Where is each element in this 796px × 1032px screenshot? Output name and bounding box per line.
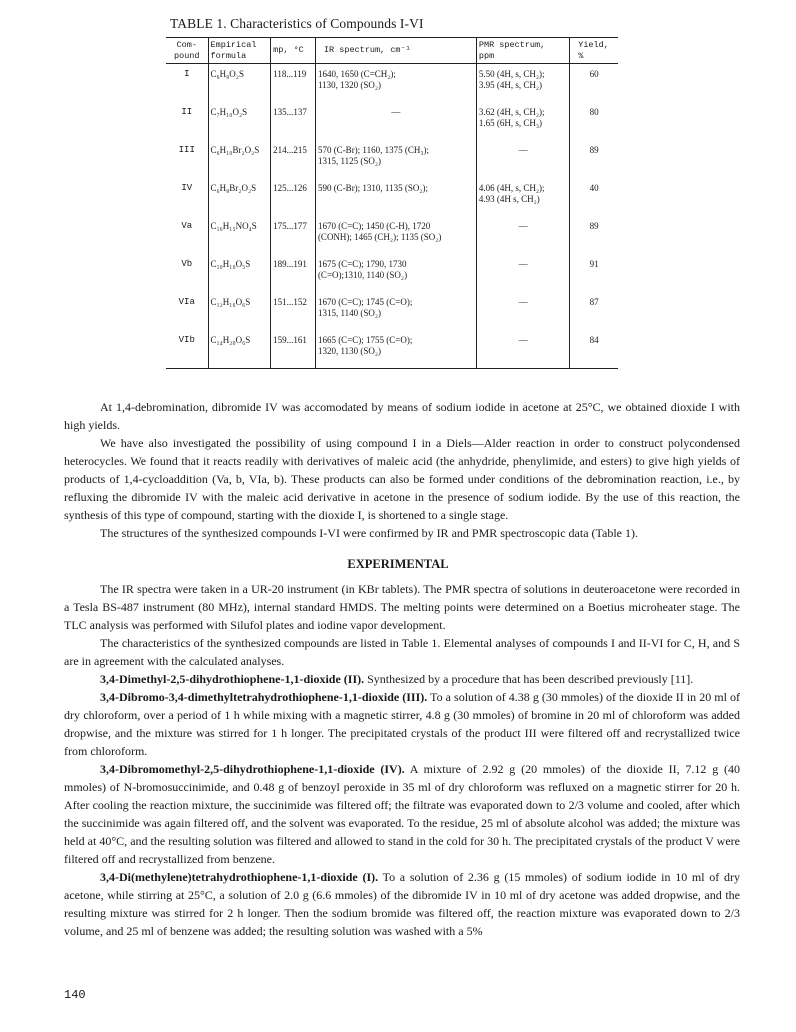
cell-mp: 214...215	[271, 140, 316, 178]
synthesis-III	[64, 688, 740, 760]
characteristics-table	[166, 37, 618, 369]
cell-compound: VIa	[166, 292, 208, 330]
synthesis-II-text: Synthesized by a procedure that has been described previously [11].	[364, 672, 694, 686]
cell-formula: C₁₄H₂₀O₆S	[208, 330, 271, 369]
cell-compound: II	[166, 102, 208, 140]
cell-compound: VIb	[166, 330, 208, 369]
table-row	[166, 330, 618, 369]
header-compound: Com- pound	[166, 38, 208, 64]
header-ir: IR spectrum, cm⁻¹	[315, 38, 476, 64]
cell-pmr: 5.50 (4H, s, CH₂); 3.95 (4H, s, CH₂)	[476, 64, 569, 103]
cell-yield: 40	[589, 183, 599, 193]
cell-ir: 1670 (C=C); 1745 (C=O); 1315, 1140 (SO₂)	[315, 292, 476, 330]
synthesis-I-title: 3,4-Di(methylene)tetrahydrothiophene-1,1-dioxide (I).	[100, 870, 379, 884]
table-row	[166, 254, 618, 292]
cell-yield: 91	[589, 259, 599, 269]
synthesis-IV-text: A mixture of 2.92 g (20 mmoles) of the dioxide II, 7.12 g (40 mmoles) of N-bromosuccinimide, and 0.48 g of benzoyl peroxide in 35 ml of dry chloroform was refluxed on a magnetic stirrer for 20 h. After cooling the reaction mixture, the succinimide was filtered off; the filtrate was evaporated down to 2/3 volume and cooled, after which the succinimide was again filtered off, and the solvent was evaporated. To the residue, 25 ml of absolute alcohol was added; the mixture was held at 40°C, and the resulting solution was filtered and allowed to stand in the cold for 30 h. The precipitated crystals of the product V were filtered off and recrystallized from benzene.	[64, 762, 740, 866]
cell-mp: 118...119	[271, 64, 316, 103]
cell-mp: 175...177	[271, 216, 316, 254]
cell-formula: C₁₀H₁₀O₅S	[208, 254, 271, 292]
cell-formula: C₁₂H₁₆O₆S	[208, 292, 271, 330]
cell-mp: 151...152	[271, 292, 316, 330]
header-pmr: PMR spectrum, ppm	[476, 38, 569, 64]
table-row	[166, 64, 618, 103]
table-body	[166, 64, 618, 369]
experimental-heading: EXPERIMENTAL	[347, 557, 449, 571]
cell-mp: 189...191	[271, 254, 316, 292]
cell-yield: 89	[589, 145, 599, 155]
cell-pmr: —	[476, 254, 569, 292]
cell-ir: 590 (C-Br); 1310, 1135 (SO₂);	[315, 178, 476, 216]
synthesis-III-title: 3,4-Dibromo-3,4-dimethyltetrahydrothiophene-1,1-dioxide (III).	[100, 690, 428, 704]
table-row	[166, 102, 618, 140]
cell-ir: —	[315, 102, 476, 140]
table-caption: TABLE 1. Characteristics of Compounds I-VI	[170, 16, 424, 31]
cell-formula: C₆H₈O₂S	[208, 64, 271, 103]
cell-pmr: —	[476, 330, 569, 369]
cell-ir: 1665 (C=C); 1755 (C=O); 1320, 1130 (SO₂)	[315, 330, 476, 369]
cell-yield: 60	[589, 69, 599, 79]
cell-formula: C₁₆H₁₅NO₄S	[208, 216, 271, 254]
cell-pmr: —	[476, 140, 569, 178]
experimental-paragraph-2: The characteristics of the synthesized compounds are listed in Table 1. Elemental analyses of compounds I and II-VI for C, H, and S are in agreement with the calculated analyses.	[64, 636, 740, 668]
cell-compound: III	[166, 140, 208, 178]
table-header-row	[166, 38, 618, 64]
header-formula: Empirical formula	[208, 38, 271, 64]
cell-ir: 570 (C-Br); 1160, 1375 (CH₃); 1315, 1125 (SO₂)	[315, 140, 476, 178]
cell-yield: 87	[589, 297, 599, 307]
cell-formula: C₇H₁₀O₂S	[208, 102, 271, 140]
synthesis-II-title: 3,4-Dimethyl-2,5-dihydrothiophene-1,1-dioxide (II).	[100, 672, 365, 686]
synthesis-II	[64, 670, 740, 688]
cell-yield: 84	[589, 335, 599, 345]
cell-ir: 1675 (C=C); 1790, 1730 (C=O);1310, 1140 (SO₂)	[315, 254, 476, 292]
cell-ir: 1640, 1650 (C=CH₂); 1130, 1320 (SO₂)	[315, 64, 476, 103]
cell-yield: 89	[589, 221, 599, 231]
experimental-text	[64, 580, 740, 940]
cell-compound: Va	[166, 216, 208, 254]
synthesis-IV	[64, 760, 740, 868]
intro-text	[64, 398, 740, 542]
table-row	[166, 292, 618, 330]
cell-pmr: 4.06 (4H, s, CH₂); 4.93 (4H s, CH₂)	[476, 178, 569, 216]
synthesis-IV-title: 3,4-Dibromomethyl-2,5-dihydrothiophene-1,1-dioxide (IV).	[100, 762, 405, 776]
header-mp: mp, °C	[271, 38, 316, 64]
intro-paragraph-3: The structures of the synthesized compounds I-VI were confirmed by IR and PMR spectroscopic data (Table 1).	[100, 526, 639, 540]
intro-paragraph-2: We have also investigated the possibility of using compound I in a Diels—Alder reaction in order to construct polycondensed heterocycles. We found that it reacts readily with derivatives of maleic acid (the anhydride, phenylimide, and esters) to give high yields of products of 1,4-cycloaddition (Va, b, VIa, b). These products can also be formed under conditions of the debromination reaction, i.e., by refluxing the dibromide IV with the maleic acid derivative in acetone in the presence of sodium iodide. By the use of this reaction, the synthesis of this type of compound, starting with the dioxide I, is shortened to a single stage.	[64, 436, 740, 522]
table-row	[166, 178, 618, 216]
header-yield: Yield, %	[578, 40, 609, 61]
synthesis-I-text: To a solution of 2.36 g (15 mmoles) of sodium iodide in 10 ml of dry acetone, while stirring at 25°C, a solution of 2.0 g (6.6 mmoles) of the dibromide IV in 10 ml of dry acetone was added dropwise, and the resulting mixture was stirred for 2 h longer. Then the sodium bromide was filtered off, the reaction mixture was evaporated down to 2/3 volume, and 25 ml of benzene was added; the resulting solution was washed with a 5%	[64, 870, 740, 938]
cell-pmr: 3.62 (4H, s, CH₂); 1.65 (6H, s, CH₃)	[476, 102, 569, 140]
cell-formula: C₆H₈Br₂O₂S	[208, 178, 271, 216]
intro-paragraph-1: At 1,4-debromination, dibromide IV was accomodated by means of sodium iodide in acetone at 25°C, we obtained dioxide I with high yields.	[64, 400, 740, 432]
page-number: 140	[64, 988, 86, 1002]
cell-pmr: —	[476, 216, 569, 254]
cell-compound: I	[166, 64, 208, 103]
cell-compound: Vb	[166, 254, 208, 292]
cell-ir: 1670 (C=C); 1450 (C-H), 1720 (CONH); 1465 (CH₂); 1135 (SO₂)	[315, 216, 476, 254]
table-row	[166, 140, 618, 178]
cell-mp: 135...137	[271, 102, 316, 140]
cell-mp: 125...126	[271, 178, 316, 216]
cell-formula: C₆H₁₀Br₂O₂S	[208, 140, 271, 178]
cell-yield: 80	[589, 107, 599, 117]
table-row	[166, 216, 618, 254]
cell-mp: 159...161	[271, 330, 316, 369]
synthesis-III-text: To a solution of 4.38 g (30 mmoles) of the dioxide II in 20 ml of dry chloroform, over a period of 1 h while mixing with a magnetic stirrer, 4.8 g (30 mmoles) of bromine in 20 ml of chloroform was added dropwise, and the mixture was stirred for 1 h longer. The precipitated crystals of the product III were filtered off and recrystallized twice from chloroform.	[64, 690, 741, 758]
cell-compound: IV	[166, 178, 208, 216]
cell-pmr: —	[476, 292, 569, 330]
synthesis-I	[64, 868, 740, 940]
experimental-paragraph-1: The IR spectra were taken in a UR-20 instrument (in KBr tablets). The PMR spectra of solutions in deuteroacetone were recorded in a Tesla BS-487 instrument (80 MHz), internal standard HMDS. The melting points were determined on a Boetius microheater stage. The TLC analysis was performed with Silufol plates and iodine vapor development.	[64, 582, 740, 632]
